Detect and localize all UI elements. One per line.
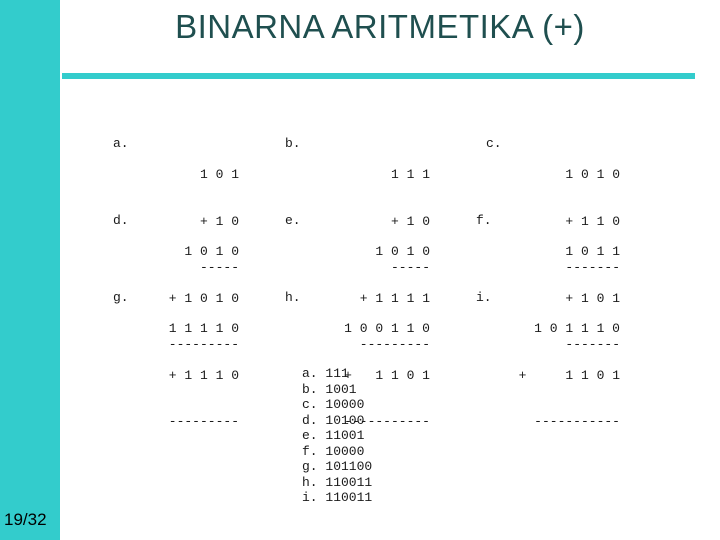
addend-top: 1 0 1 1 1 0: [534, 321, 620, 336]
addend-bottom: + 1 1 1 0: [168, 367, 239, 383]
sum-line: -----------: [534, 414, 620, 429]
problem-label: b.: [285, 136, 301, 151]
addend-top: 1 0 1 1: [565, 244, 620, 259]
addend-bottom: + 1 1 0 1: [518, 367, 620, 383]
addend-top: 1 1 1: [390, 167, 430, 182]
sum-line: -----------: [344, 414, 430, 429]
addend-bottom: + 1 1 0: [565, 213, 620, 229]
answer-item: d. 10100: [302, 412, 365, 428]
answer-item: g. 101100: [302, 459, 373, 474]
addend-bottom: + 1 1 0 1: [344, 367, 430, 383]
addend-bottom: + 1 0: [390, 213, 430, 229]
addend-top: 1 0 0 1 1 0: [344, 321, 430, 336]
addend-bottom: + 1 0 1 0: [168, 290, 239, 306]
answer-item: e. 11001: [302, 428, 365, 443]
answer-item: h. 110011: [302, 474, 373, 490]
addend-top: 1 0 1: [199, 167, 239, 182]
title-divider: [62, 73, 695, 79]
problem-f: [476, 213, 620, 352]
addend-top: 1 0 1 0: [184, 244, 239, 259]
addend-top: 1 0 1 0: [565, 167, 620, 182]
problem-i: [476, 290, 620, 429]
addend-bottom: + 1 1 1 1: [359, 290, 430, 306]
sum-line: -----: [390, 260, 430, 275]
answer-item: c. 10000: [302, 397, 365, 412]
addend-top: 1 0 1 0: [375, 244, 430, 259]
sum-line: -----: [199, 260, 239, 275]
sum-line: -------: [565, 337, 620, 352]
problem-label: f.: [476, 213, 492, 228]
page-number: 19/32: [4, 510, 47, 529]
answer-item: b. 1001: [302, 381, 357, 397]
answers-list: [302, 366, 372, 506]
answer-item: a. 111: [302, 366, 349, 381]
addend-bottom: + 1 0 1: [565, 290, 620, 306]
problem-label: h.: [285, 290, 301, 305]
problem-label: d.: [113, 213, 129, 228]
sum-line: -------: [565, 260, 620, 275]
problem-label: a.: [113, 136, 129, 151]
answer-item: i. 110011: [302, 490, 373, 505]
sum-line: ---------: [359, 337, 430, 352]
problem-label: i.: [476, 290, 492, 305]
addend-bottom: + 1 0: [199, 213, 239, 229]
problem-g: [113, 290, 239, 429]
problem-label: e.: [285, 213, 301, 228]
problem-c: [486, 136, 620, 275]
addend-top: 1 1 1 1 0: [168, 321, 239, 336]
answer-item: f. 10000: [302, 443, 365, 459]
sum-line: ---------: [168, 337, 239, 352]
slide-title: BINARNA ARITMETIKA (+): [175, 8, 585, 45]
sidebar: [0, 0, 60, 540]
problem-label: g.: [113, 290, 129, 305]
sum-line: ---------: [168, 414, 239, 429]
problem-label: c.: [486, 136, 502, 151]
